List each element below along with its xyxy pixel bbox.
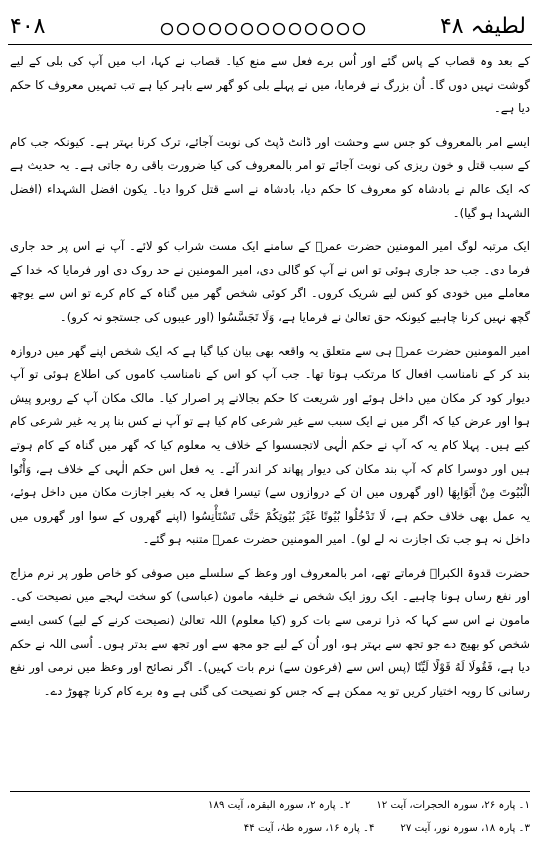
footnote: ۳۔ پارہ ۱۸، سورہ نور، آیت ۲۷ <box>400 823 530 834</box>
paragraph: حضرت قدوۃ الکبراؒ فرماتے تھے، امر بالمعروف اور وعظ کے سلسلے میں صوفی کو خاص طور پر نرم مزاج اور نفع رساں ہونا چاہیے۔ ایک روز ایک شخص نے خلیفہ مامون (عباسی) کو سخت لہجے میں نصیحت کی۔ مامون نے اس سے کہا کہ ذرا نرمی سے بات کرو (کیا معلوم) اللہ تعالیٰ (نصیحت کرنے کے لیے) کسی ایسے شخص کو بھیج دے جو تجھ سے بہتر ہو، اور اُن کے لیے جو مجھ سے اور تجھ سے بدتر ہوں۔ اُسی اللہ نے حکم دیا ہے، فَقُولَا لَهُ قَوْلًا لَيِّنًا (پس اس سے (فرعون سے) نرم بات کہیں)۔ اگر نصائح اور وعظ میں نرمی اور نفع رسانی کا رویہ اختیار کریں تو یہ ممکن ہے کہ جس کو نصیحت کی گئی ہے وہ برے کام کرنا چھوڑ دے۔ <box>10 565 530 698</box>
footnote-row <box>10 817 530 840</box>
footnote-rule <box>10 791 530 792</box>
paragraph: کے بعد وہ قصاب کے پاس گئے اور اُس برے فعل سے منع کیا۔ قصاب نے کہا، اب میں آپ کی بلی کے لیے گوشت نہیں دوں گا۔ اُن بزرگ نے فرمایا، میں نے پہلے بلی کو گھر سے باہر کیا ہے تب تمہیں معروف کا حکم دیا ہے۔ <box>10 54 530 116</box>
chapter-title: لطیفہ ۴۸ <box>439 14 526 39</box>
footnotes <box>10 794 530 840</box>
footnote: ۲۔ پارہ ۲، سورہ البقرہ، آیت ۱۸۹ <box>208 800 351 811</box>
page-number: ۴۰۸ <box>10 14 46 39</box>
paragraph: ایک مرتبہ لوگ امیر المومنین حضرت عمرؓ کے سامنے ایک مست شراب کو لائے۔ آپ نے اس پر حد جاری فرما دی۔ جب حد جاری ہوئی تو اس نے آپ کو گالی دی، امیر المومنین نے حد روک دی اور فرمایا کہ خدا کے معاملے میں خودی کو کس لیے شریک کروں۔ اگر کوئی شخص گھر میں گناہ کے کام کرے تو اس سے یوچھ گچھ نہیں کرنا چاہیے کیونکہ حق تعالیٰ نے فرمایا ہے، وَلَا تَجَسَّسُوا (اور عیبوں کی جستجو نہ کرو)۔ <box>10 239 530 324</box>
body-text <box>10 50 530 713</box>
paragraph: امیر المومنین حضرت عمرؓ ہی سے متعلق یہ واقعہ بھی بیان کیا گیا ہے کہ ایک شخص اپنے گھر میں دروازہ بند کر کے نامناسب افعال کا مرتکب ہوتا تھا۔ جب آپ کو اس کے نامناسب کاموں کی اطلاع ہوئی تو آپ دیوار کود کر مکان میں داخل ہوئے اور شریعت کا حکم بجالانے پر اصرار کیا۔ مالک مکان آپ کے روبرو پیش ہوا اور عرض کیا کہ اگر میں نے ایک سبب سے غیر شرعی کام کیا ہے تو آپ نے کس بنا پر یہ غیر شرعی کام کیے ہیں۔ پہلا کام یہ کہ آپ نے حکم الٰہی لاتجسسوا کے خلاف یہ معلوم کیا کہ گھر میں گناہ کے کام ہوتے ہیں اور دوسرا کام کہ آپ بند مکان کی دیوار پھاند کر اندر آئے۔ یہ فعل اس حکم الٰہی کے خلاف ہے، وَأْتُوا الْبُيُوتَ مِنْ أَبْوَابِهَا (اور گھروں میں ان کے دروازوں سے) تیسرا فعل یہ کہ بغیر اجازت مکان میں داخل ہوئے، یہ عمل بھی خلاف حکم ہے، لَا تَدْخُلُوا بُيُوتًا غَيْرَ بُيُوتِكُمْ حَتَّى تَسْتَأْنِسُوا (اپنے گھروں کے سوا اور گھروں میں داخل نہ ہو جب تک اجازت نہ لے لو)۔ امیر المومنین حضرت عمرؓ متنبہ ہو گئے۔ <box>10 343 530 547</box>
paragraph: ایسے امر بالمعروف کو جس سے وحشت اور ڈانٹ ڈپٹ کی نوبت آجائے، ترک کرنا بہتر ہے۔ کیونکہ جب کام کے سبب قتل و خون ریزی کی نوبت آجائے تو امر بالمعروف کی کیا ضرورت باقی رہ جاتی ہے۔ یہ حدیث ہے کہ ایک عالم نے بادشاہ کو معروف کا حکم دیا، بادشاہ نے اسے قتل کروا دیا۔ یکون افضل الشہداء (افضل الشہدا ہو گیا)۔ <box>10 134 530 220</box>
footnote: ۱۔ پارہ ۲۶، سورہ الحجرات، آیت ۱۲ <box>376 800 530 811</box>
header-ornament <box>158 20 374 38</box>
page-header <box>8 12 532 46</box>
footnote: ۴۔ پارہ ۱۶، سورہ طہٰ، آیت ۴۴ <box>243 823 375 834</box>
header-rule <box>8 44 532 45</box>
footnote-row <box>10 794 530 817</box>
